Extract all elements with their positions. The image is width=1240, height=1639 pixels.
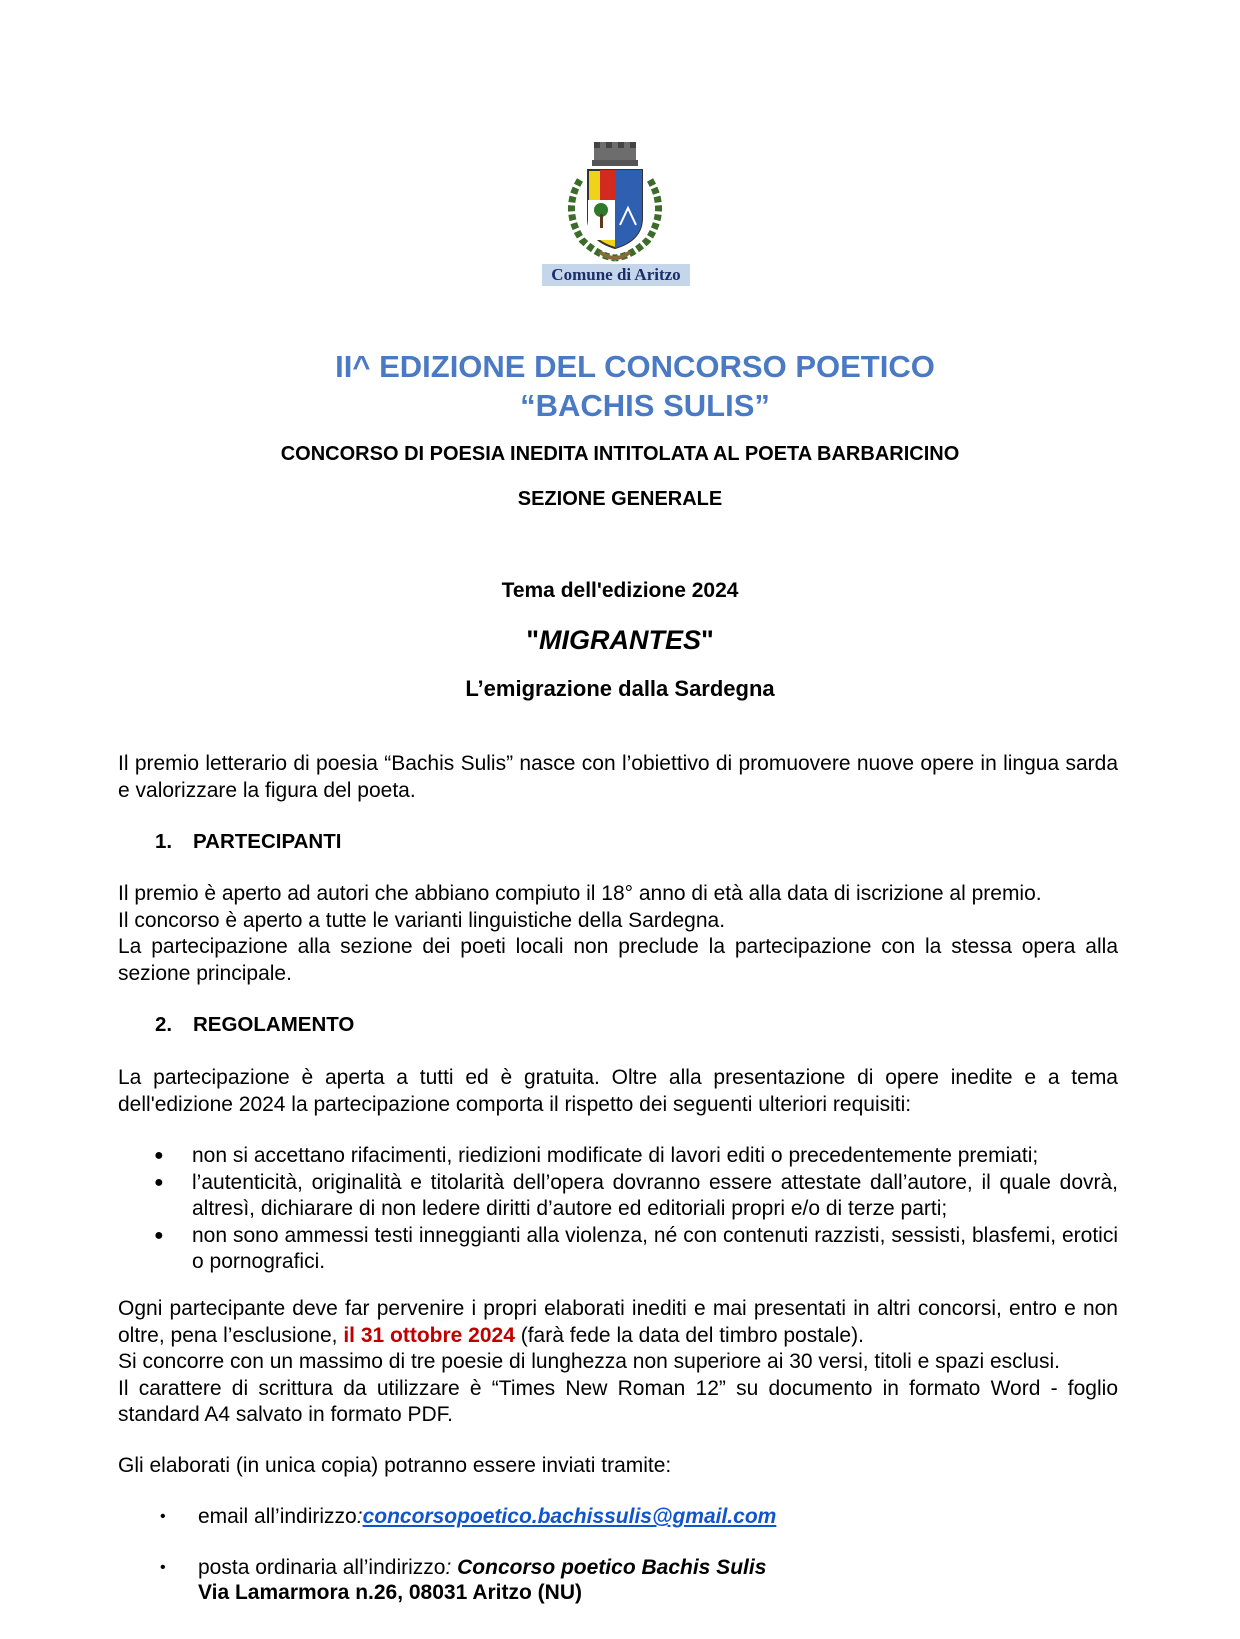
deadline-text-after: (farà fede la data del timbro postale). (514, 1323, 864, 1347)
partecipanti-paragraph (118, 881, 1118, 987)
theme-title-text: MIGRANTES (539, 625, 701, 655)
deadline-paragraph (118, 1296, 1118, 1429)
paragraph-line: Il premio è aperto ad autori che abbiano compiuto il 18° anno di età alla data di iscrizione al premio. (118, 882, 1042, 905)
requirements-list (118, 1143, 1118, 1276)
bullet-icon: • (160, 1508, 166, 1525)
list-item-text: non si accettano rifacimenti, riedizioni modificate di lavori editi o precedentemente premiati; (192, 1144, 1039, 1167)
post-separator: : (445, 1556, 458, 1579)
list-item (118, 1143, 1118, 1170)
section-heading-regolamento (155, 1013, 354, 1037)
bullet-icon: ● (154, 1147, 164, 1164)
logo-caption: Comune di Aritzo (542, 264, 690, 286)
theme-quote-close: " (701, 625, 714, 655)
paragraph-line: La partecipazione alla sezione dei poeti locali non preclude la partecipazione con la stessa opera alla sezione principale. (118, 935, 1118, 985)
send-option-text (198, 1555, 766, 1582)
sending-intro: Gli elaborati (in unica copia) potranno essere inviati tramite: (118, 1454, 672, 1477)
page-title-line1: II^ EDIZIONE DEL CONCORSO POETICO (335, 349, 935, 384)
subtitle: CONCORSO DI POESIA INEDITA INTITOLATA AL POETA BARBARICINO (280, 443, 960, 465)
section-heading-text: PARTECIPANTI (193, 830, 342, 853)
email-link[interactable]: concorsopoetico.bachissulis@gmail.com (362, 1505, 777, 1528)
theme-title (0, 625, 1240, 656)
comune-crest-logo (560, 140, 670, 268)
list-item-text: l’autenticità, originalità e titolarità dell’opera dovranno essere attestate dall’autore, il quale dovrà, altresì, dichiarare di non ledere diritti d’autore ed editoriali propri e/o di terze parti; (192, 1170, 1118, 1220)
paragraph-line (118, 1296, 1118, 1349)
bullet-icon: ● (154, 1173, 164, 1191)
post-recipient: Concorso poetico Bachis Sulis (457, 1556, 767, 1579)
email-separator: : (356, 1505, 363, 1528)
section-heading-text: REGOLAMENTO (193, 1013, 355, 1036)
bullet-icon: • (160, 1559, 166, 1576)
post-label: posta ordinaria all’indirizzo (198, 1556, 446, 1579)
theme-quote-open: " (526, 625, 539, 655)
section-number: 2. (155, 1013, 173, 1036)
theme-label: Tema dell'edizione 2024 (501, 579, 739, 602)
paragraph-line: Il carattere di scrittura da utilizzare è “Times New Roman 12” su documento in formato Word - foglio standard A4 salvato in formato PDF. (118, 1376, 1118, 1426)
theme-subtitle: L’emigrazione dalla Sardegna (465, 676, 775, 701)
intro-paragraph: Il premio letterario di poesia “Bachis Sulis” nasce con l’obiettivo di promuovere nuove opere in lingua sarda e valorizzare la figura del poeta. (118, 752, 1118, 802)
send-option-text (198, 1504, 776, 1531)
section-label: SEZIONE GENERALE (517, 488, 723, 510)
post-address: Via Lamarmora n.26, 08031 Aritzo (NU) (198, 1581, 582, 1604)
paragraph-line: Il concorso è aperto a tutte le varianti linguistiche della Sardegna. (118, 908, 726, 932)
paragraph-line: Si concorre con un massimo di tre poesie di lunghezza non superiore ai 30 versi, titoli e spazi esclusi. (118, 1350, 1060, 1373)
bullet-icon: ● (154, 1226, 164, 1244)
section-heading-partecipanti (155, 830, 341, 854)
page-title-line2: “BACHIS SULIS” (520, 388, 770, 423)
email-label: email all’indirizzo (198, 1505, 357, 1528)
paragraph-line: La partecipazione è aperta a tutti ed è gratuita. Oltre alla presentazione di opere inedite e a tema dell'edizione 2024 la partecipazione comporta il rispetto dei seguenti ulteriori requisiti: (118, 1066, 1118, 1116)
list-item (118, 1170, 1118, 1223)
regolamento-paragraph (118, 1065, 1118, 1118)
section-number: 1. (155, 830, 173, 853)
list-item (118, 1223, 1118, 1276)
deadline-date: il 31 ottobre 2024 (343, 1323, 515, 1347)
deadline-text-before: Ogni partecipante deve far pervenire i propri elaborati inediti e mai presentati in altri concorsi, entro e non oltre, pena l’esclusione, (118, 1297, 1118, 1347)
list-item-text: non sono ammessi testi inneggianti alla violenza, né con contenuti razzisti, sessisti, blasfemi, erotici o pornografici. (192, 1223, 1118, 1273)
